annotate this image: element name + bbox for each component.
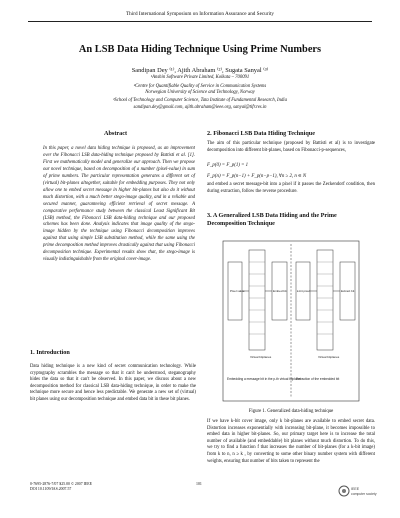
formula-1: F_p(0) = F_p(1) = 1 — [207, 163, 249, 168]
section3-heading: 3. A Generalized LSB Data Hiding and the Prime Decomposition Technique — [207, 212, 337, 227]
section2-text2: and embed a secret message-bit into a pixel if it passes the Zeckendorf condition, then during extraction, follow the reverse procedure. — [207, 182, 375, 194]
extraction-caption: Extraction of the embedded bit — [296, 377, 340, 381]
section2-text1: The aim of this particular technique (proposed by Battisti et al) is to investigate decomposition into different bit-planes, based on Fibonacci-p-sequences, — [207, 141, 375, 153]
extract-bit-label: Extract bit — [341, 289, 355, 293]
figure-generalized-data-hiding — [222, 240, 360, 402]
footer-doi: DOI 10.1109/IAS.2007.57 — [30, 487, 72, 492]
abstract-text: In this paper, a novel data hiding technique is proposed, as an improvement over the Fibonacci LSB data-hiding technique proposed by Battisti et al. [1]. First we mathematically model and generalize our approach. Then we propose our novel technique, based on decomposition of a number (pixel-value) in sum of prime numbers. The particular representation generates a different set of (virtual) bit-planes altogether, suitable for embedding purposes. They not only allow one to embed secret message in higher bit-planes but also do it without much distortion, with a much better stego-image quality, and in a reliable and secured manner, guaranteeing efficient retrieval of secret message. A comparative performance study between the classical Least Significant Bit (LSB) method, the Fibonacci LSB data-hiding technique and our proposed schemes has been done. Analysis indicates that image quality of the stego-image hidden by the technique using Fibonacci decomposition improves against that using simple LSB substitution method, while the same using the prime decomposition method improves drastically against that using Fibonacci decomposition technique. Experimental results show that, the stego-image is visually indistinguishable from the original cover-image. — [43, 146, 195, 263]
virtual-bitplanes-box-2 — [317, 250, 333, 350]
computer-society-icon — [338, 483, 377, 500]
virtual-bitplanes-label-2: Virtual bitplanes — [318, 355, 340, 359]
intro-text: Data hiding technique is a new kind of secret communication technology. While cryptography scrambles the message so that it can't be understood, steganography hides the data so that it can't be observed. In this paper, we discuss about a new decomposition method for classical LSB data-hiding technique, in order to make the technique more secure and hence less predictable. We generate a new set of (virtual) bit planes using our decomposition technique and embed data bit in these bit planes. — [30, 364, 196, 402]
pixel-value-label: Pixel value — [230, 289, 245, 293]
logo-text: computer society — [351, 492, 377, 496]
footer-isbn: 0-7695-2876-7/07 $25.00 © 2007 IEEE — [30, 482, 93, 486]
svg-text:IEEE: IEEE — [351, 487, 360, 491]
section2-heading: 2. Fibonacci LSB Data Hiding Technique — [207, 130, 315, 137]
section3-text: If we have k-bit cover image, only k bit-planes are available to embed secret data. Distortion increases exponentially with increasing bit-plane, it becomes impossible to embed data in higher bit-planes. So, our primary target here is to increase the total number of available (and embeddable) bit planes without much distortion. To do this, we try to find a function f that increases the number of bit-planes (for a k-bit image) from k to n, n ≥ k , by converting to some other binary number system with different weights, ensuring that number of bits taken to represent the — [207, 419, 375, 464]
affiliation-2: ²Centre for Quantifiable Quality of Service in Communication Systems — [133, 84, 267, 89]
embed-bit-label: Embed bit — [273, 289, 287, 293]
conference-header: Third International Symposium on Information Assurance and Security — [126, 11, 274, 17]
affiliation-3: ³School of Technology and Computer Science, Tata Institute of Fundamental Research, India — [113, 98, 287, 103]
intro-heading: 1. Introduction — [30, 349, 70, 356]
header-rule — [28, 21, 372, 22]
footer-copyright — [30, 482, 92, 493]
bitplane-lines-2 — [317, 262, 333, 334]
page-number: 101 — [196, 482, 202, 486]
embedding-caption — [227, 377, 301, 381]
figure-caption: Figure 1. Generalized data-hiding technique — [248, 409, 334, 414]
virtual-bitplanes-box — [249, 250, 265, 350]
authors: Sandipan Dey ⁽¹⁾, Ajith Abraham ⁽²⁾, Sugata Sanyal ⁽³⁾ — [131, 67, 269, 74]
embedding-caption-text: Embedding a message bit in the p-th virtual bitplane — [227, 377, 301, 381]
affiliation-1: ¹Anshin Software Private Limited, Kolkata – 700091 — [150, 75, 250, 80]
kbit-pixel-label: k-bit pixel — [297, 289, 310, 293]
formula-2: F_p(n) = F_p(n−1) + F_p(n−p−1), ∀n ≥ 2, n ∈ N — [207, 174, 307, 179]
paper-title: An LSB Data Hiding Technique Using Prime Numbers — [78, 44, 322, 55]
virtual-bitplanes-label: Virtual bitplanes — [250, 355, 272, 359]
computer-society-logo — [338, 483, 377, 500]
abstract-heading: Abstract — [104, 130, 128, 137]
affiliation-2b: Norwegian University of Science and Technology, Norway — [145, 90, 255, 95]
bitplane-lines — [249, 262, 265, 334]
author-emails: sandipan.dey@gmail.com, ajith.abraham@ieee.org, sanyal@tifr.res.in — [133, 105, 267, 110]
